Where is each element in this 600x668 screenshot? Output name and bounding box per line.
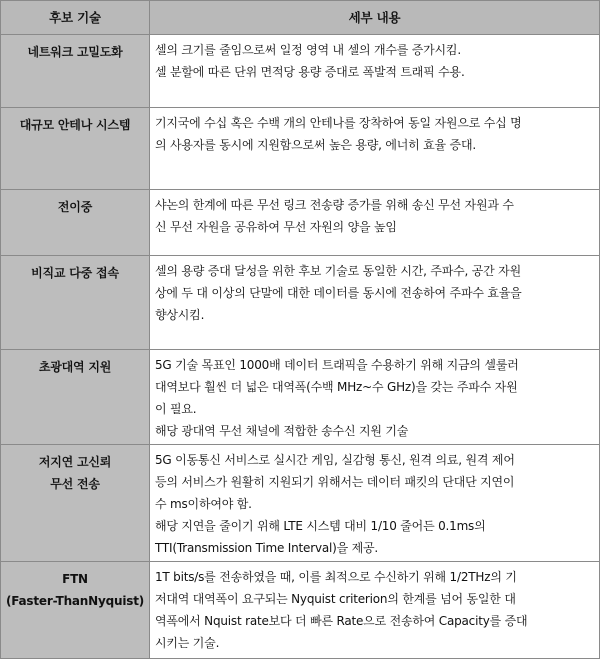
- technology-name-line: (Faster-ThanNyquist): [5, 594, 145, 608]
- description-line: 샤논의 한계에 따른 무선 링크 전송량 증가를 위해 송신 무선 자원과 수: [155, 198, 514, 212]
- description-line: 역폭에서 Nquist rate보다 더 빠른 Rate으로 전송하여 Capacity를 증대: [155, 614, 528, 628]
- description-line: 의 사용자를 동시에 지원함으로써 높은 용량, 에너히 효율 증대.: [155, 138, 476, 152]
- description-line: 1T bits/s를 전송하였을 때, 이를 최적으로 수신하기 위해 1/2THz의 기: [155, 570, 517, 584]
- technology-description: [150, 108, 600, 190]
- description-line: 해당 광대역 무선 채널에 적합한 송수신 지원 기술: [155, 424, 409, 438]
- description-line: 향상시킴.: [155, 308, 205, 322]
- description-line: 저대역 대역폭이 요구되는 Nyquist criterion의 한계를 넘어 동일한 대: [155, 592, 516, 606]
- technology-name-line: 초광대역 지원: [38, 360, 112, 374]
- table-row: [1, 256, 600, 350]
- technology-name-line: 비직교 다중 접속: [31, 266, 119, 280]
- table-row: [1, 350, 600, 445]
- description-line: 상에 두 대 이상의 단말에 대한 데이터를 동시에 전송하여 주파수 효율을: [155, 286, 522, 300]
- description-line: 해당 지연을 줄이기 위해 LTE 시스템 대비 1/10 줄어든 0.1ms의: [155, 519, 486, 533]
- technology-description: [150, 445, 600, 562]
- description-line: 등의 서비스가 원활히 지원되기 위해서는 데이터 패킷의 단대단 지연이: [155, 475, 515, 489]
- table-row: [1, 108, 600, 190]
- description-line: 대역보다 훨씬 더 넓은 대역폭(수백 MHz~수 GHz)을 갖는 주파수 자원: [155, 380, 518, 394]
- description-line: TTI(Transmission Time Interval)을 제공.: [155, 541, 379, 555]
- technology-description: [150, 350, 600, 445]
- technology-name-line: 대규모 안테나 시스템: [19, 118, 131, 132]
- technology-name-line: FTN: [62, 572, 88, 586]
- table-row: [1, 35, 600, 108]
- description-line: 시키는 기술.: [155, 636, 220, 650]
- technology-name: [1, 445, 150, 562]
- technology-name-line: 전이중: [57, 200, 93, 214]
- technology-name-line: 무선 전송: [50, 477, 100, 491]
- description-line: 기지국에 수십 혹은 수백 개의 안테나를 장착하여 동일 자원으로 수십 명: [155, 116, 522, 130]
- header-candidate-technology: 후보 기술: [1, 1, 150, 35]
- description-line: 5G 이동통신 서비스로 실시간 게임, 실감형 통신, 원격 의료, 원격 제어: [155, 453, 515, 467]
- technology-description: [150, 35, 600, 108]
- technology-name: [1, 350, 150, 445]
- description-line: 셀 분할에 따른 단위 면적당 용량 증대로 폭발적 트래픽 수용.: [155, 65, 465, 79]
- technology-name-line: 네트워크 고밀도화: [27, 45, 123, 59]
- description-line: 셀의 크기를 줄임으로써 일정 영역 내 셀의 개수를 증가시킴.: [155, 43, 461, 57]
- technology-name: [1, 562, 150, 659]
- technology-name: [1, 35, 150, 108]
- description-line: 5G 기술 목표인 1000배 데이터 트래픽을 수용하기 위해 지금의 셀룰러: [155, 358, 519, 372]
- description-line: 셀의 용량 증대 달성을 위한 후보 기술로 동일한 시간, 주파수, 공간 자원: [155, 264, 521, 278]
- technology-description: [150, 562, 600, 659]
- technology-name: [1, 108, 150, 190]
- header-details: 세부 내용: [150, 1, 600, 35]
- table-header-row: [1, 1, 600, 35]
- technology-description: [150, 190, 600, 256]
- table-row: [1, 190, 600, 256]
- technology-description: [150, 256, 600, 350]
- technology-name: [1, 190, 150, 256]
- table-row: [1, 562, 600, 659]
- description-line: 신 무선 자원을 공유하여 무선 자원의 양을 높임: [155, 220, 397, 234]
- technology-name: [1, 256, 150, 350]
- description-line: 이 필요.: [155, 402, 197, 416]
- table-row: [1, 445, 600, 562]
- technology-name-line: 저지연 고신뢰: [38, 455, 112, 469]
- description-line: 수 ms이하여야 함.: [155, 497, 252, 511]
